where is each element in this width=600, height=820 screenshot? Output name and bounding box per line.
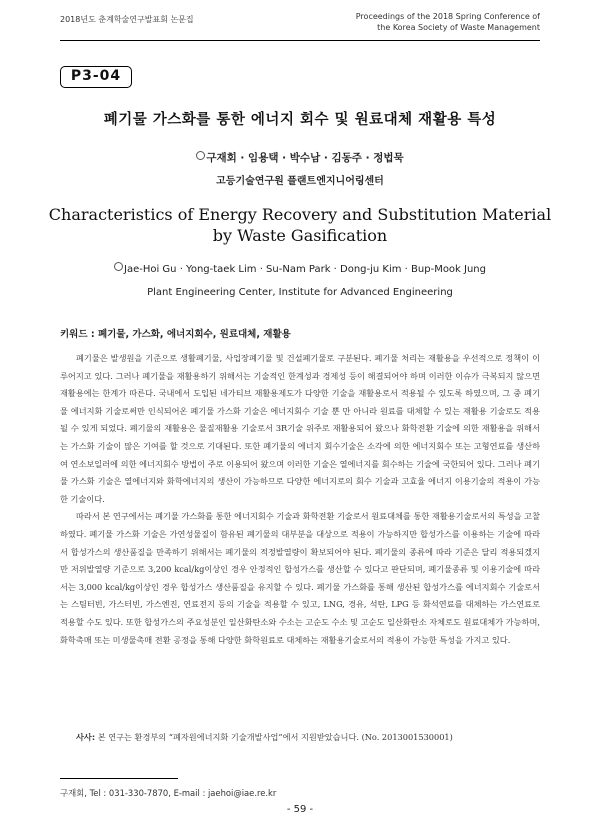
title-korean: 폐기물 가스화를 통한 에너지 회수 및 원료대체 재활용 특성: [103, 112, 497, 128]
authors-english: [0, 262, 600, 275]
authors-korean: [0, 150, 600, 165]
running-header-right-line2: the Korea Society of Waste Management: [377, 23, 540, 32]
presenter-mark-icon: [196, 151, 205, 160]
keywords: 키워드 : 폐기물, 가스화, 에너지회수, 원료대체, 재활용: [60, 329, 291, 340]
abstract-paragraph-1: 폐기물은 발생원을 기준으로 생활폐기물, 사업장폐기물 및 건설폐기물로 구분된다. 폐기물 처리는 재활용을 우선적으로 정책이 이루어지고 있다. 그러나 폐기물을 재활용하기 위해서는 기술적인 한계성과 경제성 등이 해결되어야 하며 이러한 이슈가 극복되지 않으면 재활용에는 한계가 따른다. 국내에서 도입된 네가티브 재활용제도가 다양한 기술을 재활용로서 적용될 수 있도록 하였으며, 그 중 폐기물 에너지화 기술로써만 인식되어온 폐기물 가스화 기술은 에너지회수 기술 뿐 만 아니라 원료를 대체할 수 있는 재활용 기술로도 적용될 수 있게 되었다. 폐기물의 재활용은 물질재활용 기술로서 3R기술 위주로 재활용되어 왔으나 화학전환 기술에 의한 재활용을 위해서는 가스화 기술이 많은 기여를 할 것으로 기대된다. 또한 폐기물의 에너지 회수기술은 소각에 의한 에너지회수 또는 고형연료를 생산하여 연소보일러에 의한 에너지회수 방법이 주로 이용되어 왔으며 이러한 기술은 열에너지를 회수하는 기술에 국한되어 있다. 그러나 폐기물 가스화 기술은 열에너지와 화학에너지의 생산이 가능하므로 다양한 에너지로의 회수 기술과 고효율 에너지 이용기술의 적용이 가능한 기술이다.: [60, 353, 540, 504]
title-english-line2: by Waste Gasification: [212, 226, 388, 245]
authors-english-text: Jae-Hoi Gu · Yong-taek Lim · Su-Nam Park · Dong-ju Kim · Bup-Mook Jung: [124, 264, 486, 275]
running-header-left: 2018년도 춘계학술연구발표회 논문집: [60, 15, 194, 24]
header-rule: [60, 40, 540, 41]
title-english-line1: Characteristics of Energy Recovery and Substitution Material: [48, 205, 552, 224]
authors-korean-text: 구재회 · 임용택 · 박수남 · 김동주 · 정법묵: [206, 152, 404, 164]
affiliation-korean: 고등기술연구원 플랜트엔지니어링센터: [216, 176, 384, 187]
acknowledgment-text: 본 연구는 환경부의 “폐자원에너지화 기술개발사업”에서 지원받았습니다. (No. 2013001530001): [97, 732, 453, 742]
acknowledgment-label: 사사:: [76, 732, 96, 742]
running-header-right-line1: Proceedings of the 2018 Spring Conference of: [355, 12, 540, 21]
acknowledgment: [60, 732, 540, 743]
title-english: [0, 204, 600, 246]
running-header-right: [356, 11, 540, 33]
affiliation-english: Plant Engineering Center, Institute for Advanced Engineering: [147, 287, 453, 298]
abstract-paragraph-2: 따라서 본 연구에서는 폐기물 가스화를 통한 에너지회수 기술과 화학전환 기술로서 원료대체를 통한 재활용기술로서의 특성을 고찰하였다. 폐기물 가스화 기술은 가연성물질이 함유된 폐기물의 대부분을 대상으로 적용이 가능하지만 합성가스를 이용하는 기술에 따라서 합성가스의 생산품질을 만족하기 위해서는 폐기물의 적정발열량이 확보되어야 된다. 폐기물의 종류에 따라 기준은 달리 적용되겠지만 저위발열량 기준으로 3,200 kcal/kg이상인 경우 안정적인 합성가스를 생산할 수 있다고 판단되며, 폐기물종류 및 이용기술에 따라서는 3,000 kcal/kg이상인 경우 합성가스 생산품질을 유지할 수 있다. 폐기물 가스화를 통해 생산된 합성가스를 에너지회수 기술로서는 스팀터빈, 가스터빈, 가스엔진, 연료전지 등의 기술을 적용할 수 있고, LNG, 경유, 석탄, LPG 등 화석연료를 대체하는 가스연료로 적용할 수도 있다. 또한 합성가스의 주요성분인 일산화탄소와 수소는 고순도 수소 및 고순도 일산화탄소 자체로도 원료대체가 가능하며, 화학촉매 또는 미생물촉매 전환 공정을 통해 다양한 화학원료로 대체하는 재활용기술로서의 적용이 가능한 특성을 가지고 있다.: [60, 511, 540, 645]
page-number: - 59 -: [286, 804, 314, 815]
paper-code-badge: P3-04: [60, 66, 132, 88]
abstract-body: [60, 350, 540, 649]
footnote-rule: [60, 778, 178, 779]
presenter-mark-icon: [114, 262, 123, 271]
footnote-contact: 구재회, Tel : 031-330-7870, E-mail : jaehoi@iae.re.kr: [60, 788, 277, 798]
